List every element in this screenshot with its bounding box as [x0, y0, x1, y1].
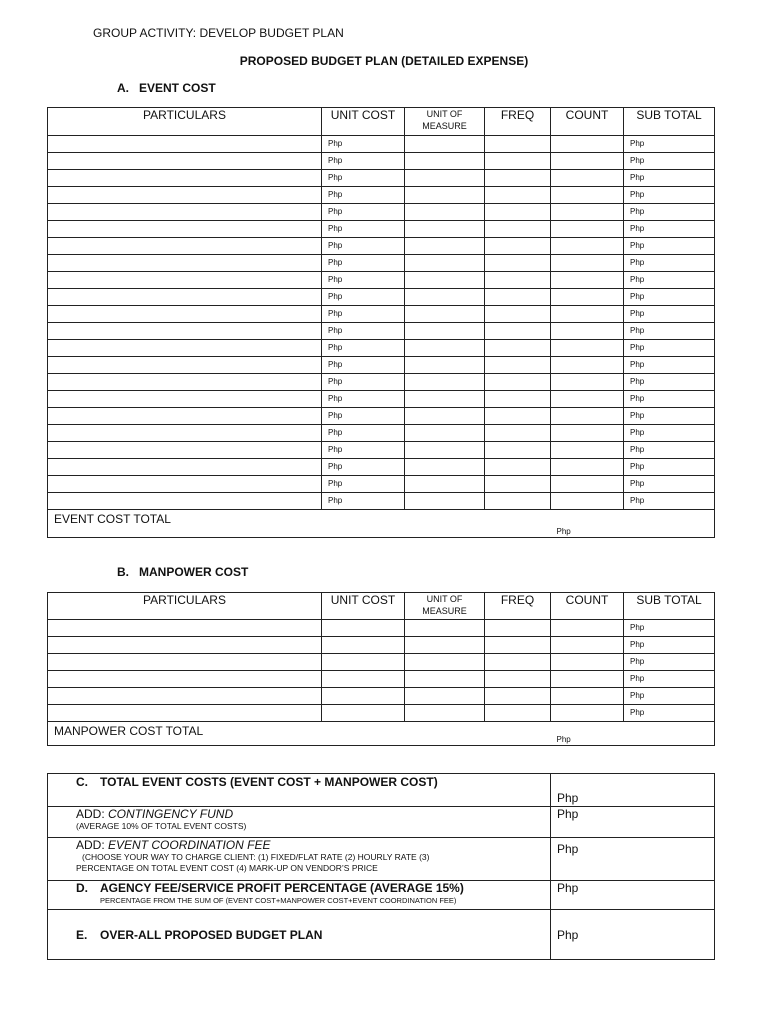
count-cell[interactable]	[551, 374, 624, 391]
freq-cell[interactable]	[485, 204, 551, 221]
event-cost-row	[48, 272, 715, 289]
coordination-note-line-2: PERCENTAGE ON TOTAL EVENT COST (4) MARK-UP ON VENDOR’S PRICE	[76, 863, 378, 873]
summary-row-d	[48, 881, 715, 910]
col-freq: FREQ	[485, 593, 551, 620]
unit-of-measure-cell[interactable]	[405, 391, 485, 408]
unit-of-measure-cell[interactable]	[405, 476, 485, 493]
sub-total-cell[interactable]: Php	[624, 637, 715, 654]
freq-cell[interactable]	[485, 357, 551, 374]
agency-fee-value: Php	[551, 881, 715, 910]
freq-cell[interactable]	[485, 637, 551, 654]
unit-cost-cell[interactable]: Php	[322, 408, 405, 425]
unit-cost-cell[interactable]	[322, 637, 405, 654]
unit-cost-cell[interactable]: Php	[322, 493, 405, 510]
particulars-cell[interactable]	[48, 238, 322, 255]
count-cell[interactable]	[551, 493, 624, 510]
sub-total-cell[interactable]: Php	[624, 442, 715, 459]
freq-cell[interactable]	[485, 705, 551, 722]
unit-cost-cell[interactable]: Php	[322, 238, 405, 255]
manpower-row	[48, 620, 715, 637]
unit-of-measure-cell[interactable]	[405, 459, 485, 476]
unit-cost-cell[interactable]	[322, 654, 405, 671]
unit-cost-cell[interactable]: Php	[322, 136, 405, 153]
unit-of-measure-cell[interactable]	[405, 425, 485, 442]
count-cell[interactable]	[551, 688, 624, 705]
agency-fee-note: PERCENTAGE FROM THE SUM OF (EVENT COST+MANPOWER COST+EVENT COORDINATION FEE)	[100, 896, 457, 905]
sub-total-cell[interactable]: Php	[624, 425, 715, 442]
unit-of-measure-cell[interactable]	[405, 306, 485, 323]
count-cell[interactable]	[551, 408, 624, 425]
freq-cell[interactable]	[485, 671, 551, 688]
particulars-cell[interactable]	[48, 671, 322, 688]
event-cost-row	[48, 442, 715, 459]
manpower-cost-table	[47, 592, 715, 746]
count-cell[interactable]	[551, 323, 624, 340]
count-cell[interactable]	[551, 204, 624, 221]
particulars-cell[interactable]	[48, 493, 322, 510]
count-cell[interactable]	[551, 459, 624, 476]
freq-cell[interactable]	[485, 476, 551, 493]
event-cost-total-label: EVENT COST TOTAL	[48, 510, 551, 538]
event-cost-row	[48, 221, 715, 238]
count-cell[interactable]	[551, 170, 624, 187]
count-cell[interactable]	[551, 357, 624, 374]
count-cell[interactable]	[551, 136, 624, 153]
event-cost-row	[48, 306, 715, 323]
particulars-cell[interactable]	[48, 374, 322, 391]
col-unit-of-measure: UNIT OF MEASURE	[405, 108, 485, 136]
sub-total-cell[interactable]: Php	[624, 620, 715, 637]
count-cell[interactable]	[551, 153, 624, 170]
particulars-cell[interactable]	[48, 459, 322, 476]
count-cell[interactable]	[551, 705, 624, 722]
unit-cost-cell[interactable]	[322, 688, 405, 705]
particulars-cell[interactable]	[48, 391, 322, 408]
unit-cost-cell[interactable]: Php	[322, 204, 405, 221]
sub-total-cell[interactable]: Php	[624, 408, 715, 425]
sub-total-cell[interactable]: Php	[624, 705, 715, 722]
summary-table	[47, 773, 715, 960]
event-cost-row	[48, 187, 715, 204]
contingency-fund-label: ADD: CONTINGENCY FUND (AVERAGE 10% OF TOTAL EVENT COSTS)	[48, 807, 551, 838]
count-cell[interactable]	[551, 187, 624, 204]
unit-of-measure-cell[interactable]	[405, 170, 485, 187]
coordination-note-line-1: (CHOOSE YOUR WAY TO CHARGE CLIENT: (1) FIXED/FLAT RATE (2) HOURLY RATE (3)	[82, 852, 430, 862]
count-cell[interactable]	[551, 255, 624, 272]
unit-cost-cell[interactable]: Php	[322, 187, 405, 204]
sub-total-cell[interactable]: Php	[624, 170, 715, 187]
freq-cell[interactable]	[485, 136, 551, 153]
col-count: COUNT	[551, 108, 624, 136]
sub-total-cell[interactable]: Php	[624, 476, 715, 493]
unit-cost-cell[interactable]: Php	[322, 153, 405, 170]
event-cost-row	[48, 323, 715, 340]
count-cell[interactable]	[551, 272, 624, 289]
sub-total-cell[interactable]: Php	[624, 272, 715, 289]
count-cell[interactable]	[551, 221, 624, 238]
event-cost-row	[48, 255, 715, 272]
coordination-fee-value: Php	[551, 838, 715, 881]
unit-of-measure-cell[interactable]	[405, 374, 485, 391]
particulars-cell[interactable]	[48, 688, 322, 705]
event-cost-row	[48, 425, 715, 442]
event-cost-row	[48, 340, 715, 357]
freq-cell[interactable]	[485, 255, 551, 272]
section-a-letter: A.	[117, 81, 129, 95]
sub-total-cell[interactable]: Php	[624, 153, 715, 170]
particulars-cell[interactable]	[48, 306, 322, 323]
particulars-cell[interactable]	[48, 408, 322, 425]
freq-cell[interactable]	[485, 374, 551, 391]
unit-of-measure-cell[interactable]	[405, 136, 485, 153]
unit-of-measure-cell[interactable]	[405, 153, 485, 170]
count-cell[interactable]	[551, 671, 624, 688]
sub-total-cell[interactable]: Php	[624, 391, 715, 408]
sub-total-cell[interactable]: Php	[624, 340, 715, 357]
particulars-cell[interactable]	[48, 705, 322, 722]
section-b-heading	[117, 565, 248, 579]
event-cost-row	[48, 408, 715, 425]
manpower-cost-total-value: Php	[551, 722, 715, 746]
count-cell[interactable]	[551, 442, 624, 459]
count-cell[interactable]	[551, 238, 624, 255]
unit-of-measure-cell[interactable]	[405, 340, 485, 357]
sub-total-cell[interactable]: Php	[624, 306, 715, 323]
plan-title: PROPOSED BUDGET PLAN (DETAILED EXPENSE)	[239, 54, 529, 68]
event-cost-row	[48, 289, 715, 306]
particulars-cell[interactable]	[48, 654, 322, 671]
unit-of-measure-cell[interactable]	[405, 221, 485, 238]
particulars-cell[interactable]	[48, 153, 322, 170]
freq-cell[interactable]	[485, 425, 551, 442]
unit-cost-cell[interactable]: Php	[322, 476, 405, 493]
event-cost-row	[48, 391, 715, 408]
manpower-row	[48, 671, 715, 688]
particulars-cell[interactable]	[48, 323, 322, 340]
unit-of-measure-cell[interactable]	[405, 637, 485, 654]
count-cell[interactable]	[551, 637, 624, 654]
unit-of-measure-cell[interactable]	[405, 289, 485, 306]
unit-cost-cell[interactable]	[322, 620, 405, 637]
unit-of-measure-cell[interactable]	[405, 493, 485, 510]
col-particulars: PARTICULARS	[48, 593, 322, 620]
unit-cost-cell[interactable]: Php	[322, 255, 405, 272]
freq-cell[interactable]	[485, 306, 551, 323]
count-cell[interactable]	[551, 654, 624, 671]
section-b-letter: B.	[117, 565, 129, 579]
unit-cost-cell[interactable]: Php	[322, 374, 405, 391]
event-cost-row	[48, 238, 715, 255]
manpower-row	[48, 705, 715, 722]
event-cost-row	[48, 153, 715, 170]
freq-cell[interactable]	[485, 493, 551, 510]
count-cell[interactable]	[551, 391, 624, 408]
unit-cost-cell[interactable]: Php	[322, 357, 405, 374]
sub-total-cell[interactable]: Php	[624, 323, 715, 340]
sub-total-cell[interactable]: Php	[624, 204, 715, 221]
unit-cost-cell[interactable]: Php	[322, 425, 405, 442]
event-cost-total-row	[48, 510, 715, 538]
event-cost-row	[48, 493, 715, 510]
unit-cost-cell[interactable]: Php	[322, 459, 405, 476]
col-sub-total: SUB TOTAL	[624, 108, 715, 136]
unit-of-measure-cell[interactable]	[405, 272, 485, 289]
particulars-cell[interactable]	[48, 289, 322, 306]
summary-row-coordination	[48, 838, 715, 881]
unit-of-measure-cell[interactable]	[405, 620, 485, 637]
unit-cost-cell[interactable]: Php	[322, 323, 405, 340]
particulars-cell[interactable]	[48, 442, 322, 459]
event-cost-total-value: Php	[551, 510, 715, 538]
total-event-costs-label: C. TOTAL EVENT COSTS (EVENT COST + MANPOWER COST)	[48, 774, 551, 807]
section-a-title: EVENT COST	[139, 81, 216, 95]
col-unit-of-measure: UNIT OF MEASURE	[405, 593, 485, 620]
sub-total-cell[interactable]: Php	[624, 255, 715, 272]
manpower-cost-total-row	[48, 722, 715, 746]
col-particulars: PARTICULARS	[48, 108, 322, 136]
particulars-cell[interactable]	[48, 340, 322, 357]
freq-cell[interactable]	[485, 187, 551, 204]
sub-total-cell[interactable]: Php	[624, 671, 715, 688]
col-unit-cost: UNIT COST	[322, 108, 405, 136]
count-cell[interactable]	[551, 425, 624, 442]
unit-cost-cell[interactable]: Php	[322, 306, 405, 323]
sub-total-cell[interactable]: Php	[624, 136, 715, 153]
event-cost-row	[48, 170, 715, 187]
freq-cell[interactable]	[485, 238, 551, 255]
unit-of-measure-cell[interactable]	[405, 688, 485, 705]
unit-of-measure-cell[interactable]	[405, 705, 485, 722]
freq-cell[interactable]	[485, 289, 551, 306]
event-cost-row	[48, 136, 715, 153]
manpower-row	[48, 688, 715, 705]
event-cost-row	[48, 459, 715, 476]
particulars-cell[interactable]	[48, 255, 322, 272]
particulars-cell[interactable]	[48, 637, 322, 654]
sub-total-cell[interactable]: Php	[624, 289, 715, 306]
count-cell[interactable]	[551, 289, 624, 306]
sub-total-cell[interactable]: Php	[624, 654, 715, 671]
unit-of-measure-cell[interactable]	[405, 204, 485, 221]
freq-cell[interactable]	[485, 688, 551, 705]
col-count: COUNT	[551, 593, 624, 620]
freq-cell[interactable]	[485, 221, 551, 238]
particulars-cell[interactable]	[48, 272, 322, 289]
agency-fee-label: D. AGENCY FEE/SERVICE PROFIT PERCENTAGE (AVERAGE 15%) PERCENTAGE FROM THE SUM OF (EVENT COST+MANPOWER COST+EVENT COORDINATION FEE)	[48, 881, 551, 910]
particulars-cell[interactable]	[48, 136, 322, 153]
unit-cost-cell[interactable]: Php	[322, 272, 405, 289]
freq-cell[interactable]	[485, 654, 551, 671]
particulars-cell[interactable]	[48, 476, 322, 493]
unit-of-measure-cell[interactable]	[405, 357, 485, 374]
section-a-heading	[117, 81, 216, 95]
event-header-row	[48, 108, 715, 136]
unit-of-measure-cell[interactable]	[405, 255, 485, 272]
overall-budget-label: E. OVER-ALL PROPOSED BUDGET PLAN	[48, 910, 551, 960]
total-event-costs-value: Php	[551, 774, 715, 807]
event-cost-row	[48, 374, 715, 391]
freq-cell[interactable]	[485, 408, 551, 425]
unit-of-measure-cell[interactable]	[405, 671, 485, 688]
count-cell[interactable]	[551, 340, 624, 357]
particulars-cell[interactable]	[48, 204, 322, 221]
unit-cost-cell[interactable]	[322, 671, 405, 688]
freq-cell[interactable]	[485, 323, 551, 340]
unit-of-measure-cell[interactable]	[405, 238, 485, 255]
particulars-cell[interactable]	[48, 170, 322, 187]
sub-total-cell[interactable]: Php	[624, 374, 715, 391]
unit-cost-cell[interactable]	[322, 705, 405, 722]
event-cost-row	[48, 357, 715, 374]
section-b-title: MANPOWER COST	[139, 565, 249, 579]
particulars-cell[interactable]	[48, 620, 322, 637]
particulars-cell[interactable]	[48, 221, 322, 238]
count-cell[interactable]	[551, 620, 624, 637]
sub-total-cell[interactable]: Php	[624, 493, 715, 510]
contingency-fund-value: Php	[551, 807, 715, 838]
particulars-cell[interactable]	[48, 187, 322, 204]
freq-cell[interactable]	[485, 442, 551, 459]
particulars-cell[interactable]	[48, 357, 322, 374]
freq-cell[interactable]	[485, 459, 551, 476]
summary-row-c	[48, 774, 715, 807]
col-sub-total: SUB TOTAL	[624, 593, 715, 620]
summary-row-e	[48, 910, 715, 960]
unit-of-measure-cell[interactable]	[405, 654, 485, 671]
unit-of-measure-cell[interactable]	[405, 442, 485, 459]
summary-row-contingency	[48, 807, 715, 838]
coordination-fee-label: ADD: EVENT COORDINATION FEE (CHOOSE YOUR WAY TO CHARGE CLIENT: (1) FIXED/FLAT RATE (2) HOURLY RATE (3) PERCENTAGE ON TOTAL EVENT COST (4) MARK-UP ON VENDOR’S PRICE	[48, 838, 551, 881]
sub-total-cell[interactable]: Php	[624, 238, 715, 255]
event-cost-table	[47, 107, 715, 538]
sub-total-cell[interactable]: Php	[624, 688, 715, 705]
unit-cost-cell[interactable]: Php	[322, 289, 405, 306]
unit-cost-cell[interactable]: Php	[322, 442, 405, 459]
col-unit-cost: UNIT COST	[322, 593, 405, 620]
unit-cost-cell[interactable]: Php	[322, 391, 405, 408]
sub-total-cell[interactable]: Php	[624, 187, 715, 204]
manpower-row	[48, 637, 715, 654]
unit-cost-cell[interactable]: Php	[322, 221, 405, 238]
unit-cost-cell[interactable]: Php	[322, 340, 405, 357]
freq-cell[interactable]	[485, 340, 551, 357]
manpower-cost-total-label: MANPOWER COST TOTAL	[48, 722, 551, 746]
unit-of-measure-cell[interactable]	[405, 323, 485, 340]
unit-of-measure-cell[interactable]	[405, 408, 485, 425]
overall-budget-value: Php	[551, 910, 715, 960]
event-cost-row	[48, 204, 715, 221]
freq-cell[interactable]	[485, 272, 551, 289]
unit-of-measure-cell[interactable]	[405, 187, 485, 204]
count-cell[interactable]	[551, 476, 624, 493]
manpower-header-row	[48, 593, 715, 620]
document-title: GROUP ACTIVITY: DEVELOP BUDGET PLAN	[93, 26, 344, 40]
freq-cell[interactable]	[485, 620, 551, 637]
count-cell[interactable]	[551, 306, 624, 323]
sub-total-cell[interactable]: Php	[624, 357, 715, 374]
sub-total-cell[interactable]: Php	[624, 221, 715, 238]
unit-cost-cell[interactable]: Php	[322, 170, 405, 187]
freq-cell[interactable]	[485, 170, 551, 187]
freq-cell[interactable]	[485, 153, 551, 170]
freq-cell[interactable]	[485, 391, 551, 408]
col-freq: FREQ	[485, 108, 551, 136]
particulars-cell[interactable]	[48, 425, 322, 442]
contingency-note: (AVERAGE 10% OF TOTAL EVENT COSTS)	[76, 821, 247, 831]
manpower-row	[48, 654, 715, 671]
sub-total-cell[interactable]: Php	[624, 459, 715, 476]
event-cost-row	[48, 476, 715, 493]
